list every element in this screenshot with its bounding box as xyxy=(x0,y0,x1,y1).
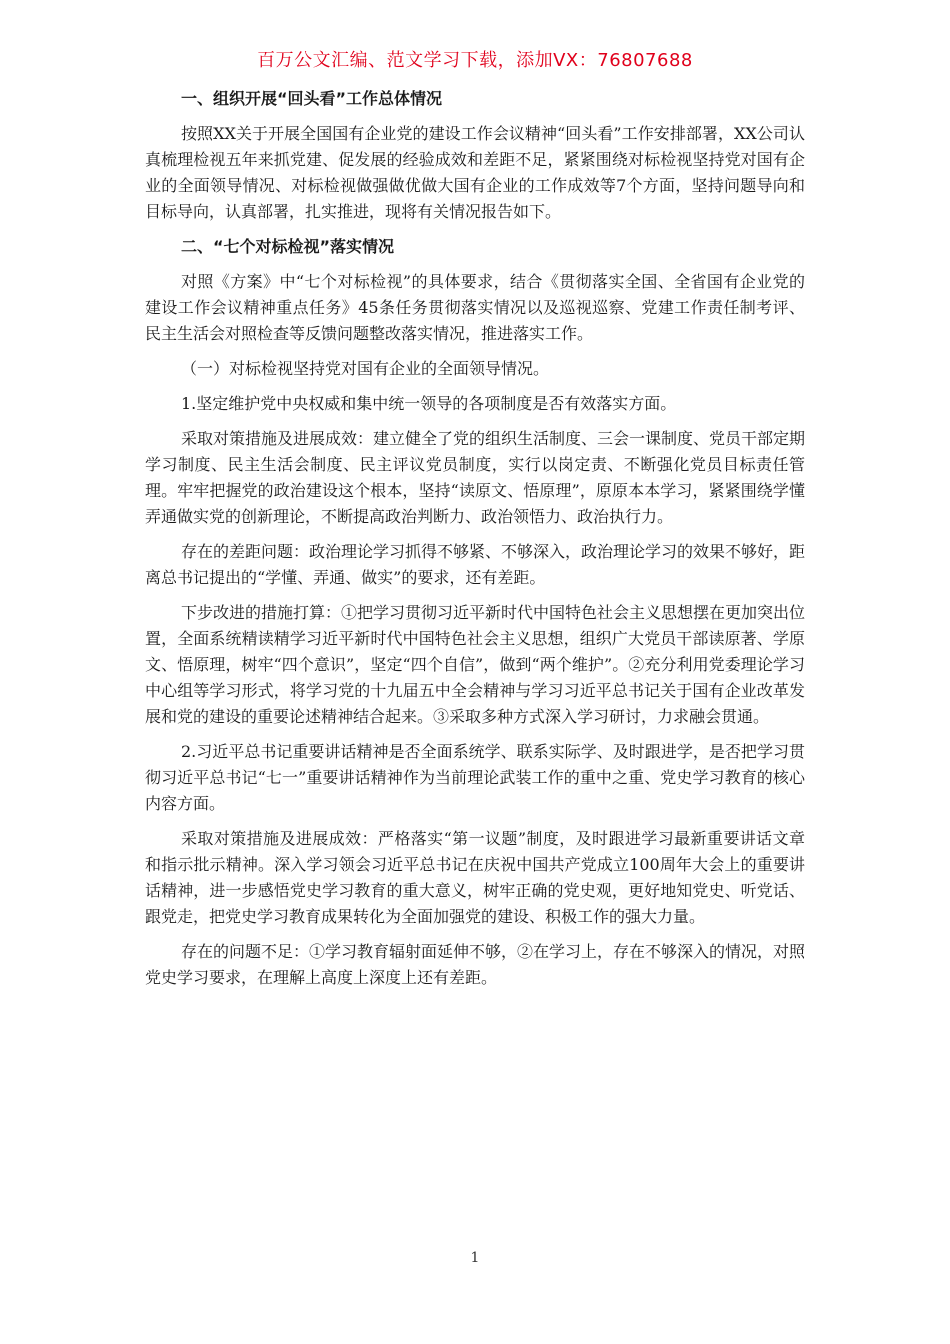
paragraph-seven-checks: 对照《方案》中“七个对标检视”的具体要求，结合《贯彻落实全国、全省国有企业党的建设工作会议精神重点任务》45条任务贯彻落实情况以及巡视巡察、党建工作责任制考评、民主生活会对照检查等反馈问题整改落实情况，推进落实工作。 xyxy=(145,272,805,343)
item-1-next-steps: 下步改进的措施打算：①把学习贯彻习近平新时代中国特色社会主义思想摆在更加突出位置，全面系统精读精学习近平新时代中国特色社会主义思想，组织广大党员干部读原著、学原文、悟原理，树牢“四个意识”，坚定“四个自信”，做到“两个维护”。②充分利用党委理论学习中心组等学习形式，将学习党的十九届五中全会精神与学习习近平总书记关于国有企业改革发展和党的建设的重要论述精神结合起来。③采取多种方式深入学习研讨，力求融会贯通。 xyxy=(145,603,806,726)
item-2-title: 2.习近平总书记重要讲话精神是否全面系统学、联系实际学、及时跟进学，是否把学习贯彻习近平总书记“七一”重要讲话精神作为当前理论武装工作的重中之重、党史学习教育的核心内容方面。 xyxy=(145,742,805,813)
item-2-measures: 采取对策措施及进展成效：严格落实“第一议题”制度，及时跟进学习最新重要讲话文章和指示批示精神。深入学习领会习近平总书记在庆祝中国共产党成立100周年大会上的重要讲话精神，进一步感悟党史学习教育的重大意义，树牢正确的党史观，更好地知党史、听党话、跟党走，把党史学习教育成果转化为全面加强党的建设、积极工作的强大力量。 xyxy=(145,829,805,926)
item-1-gaps: 存在的差距问题：政治理论学习抓得不够紧、不够深入，政治理论学习的效果不够好，距离总书记提出的“学懂、弄通、做实”的要求，还有差距。 xyxy=(145,542,806,587)
subheading-leadership: （一）对标检视坚持党对国有企业的全面领导情况。 xyxy=(181,359,550,378)
paragraph-intro: 按照XX关于开展全国国有企业党的建设工作会议精神“回头看”工作安排部署，XX公司认真梳理检视五年来抓党建、促发展的经验成效和差距不足，紧紧围绕对标检视坚持党对国有企业的全面领导情况、对标检视做强做优做大国有企业的工作成效等7个方面，坚持问题导向和目标导向，认真部署，扎实推进，现将有关情况报告如下。 xyxy=(145,124,805,221)
section-heading-overall: 一、组织开展“回头看”工作总体情况 xyxy=(181,89,443,108)
section-heading-seven-checks: 二、“七个对标检视”落实情况 xyxy=(181,237,395,256)
item-1-measures: 采取对策措施及进展成效：建立健全了党的组织生活制度、三会一课制度、党员干部定期学习制度、民主生活会制度、民主评议党员制度，实行以岗定责、不断强化党员目标责任管理。牢牢把握党的政治建设这个根本，坚持“读原文、悟原理”，原原本本学习，紧紧围绕学懂弄通做实党的创新理论，不断提高政治判断力、政治领悟力、政治执行力。 xyxy=(145,429,806,526)
item-1-title: 1.坚定维护党中央权威和集中统一领导的各项制度是否有效落实方面。 xyxy=(181,394,677,413)
document-body xyxy=(145,86,805,1000)
watermark-banner: 百万公文汇编、范文学习下载，添加VX：76807688 xyxy=(257,50,693,71)
page-number: 1 xyxy=(470,1250,480,1266)
item-2-problems: 存在的问题不足：①学习教育辐射面延伸不够，②在学习上，存在不够深入的情况，对照党史学习要求，在理解上高度上深度上还有差距。 xyxy=(145,942,806,987)
